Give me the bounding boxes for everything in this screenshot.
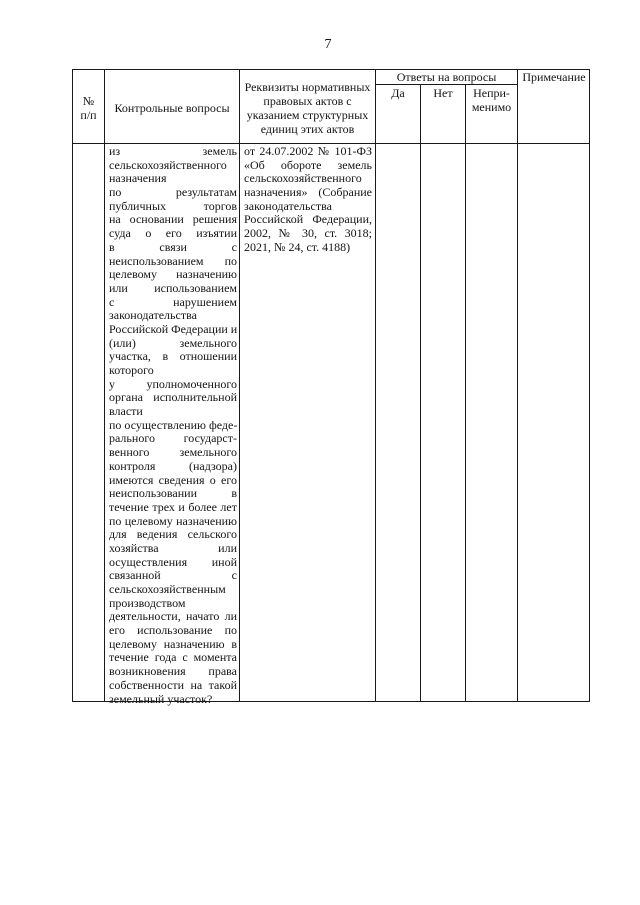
question-line: сельскохозяйственного xyxy=(109,157,227,172)
question-line: Российской Федерации и xyxy=(109,321,238,336)
question-line: венного земельного xyxy=(109,445,237,460)
question-line: осуществления иной xyxy=(109,554,237,569)
requisites-line: 2021, № 24, ст. 4188) xyxy=(244,239,351,254)
requisites-line: от 24.07.2002 № 101-ФЗ xyxy=(244,144,372,158)
column-divider xyxy=(465,85,466,701)
question-line: контроля (надзора) xyxy=(109,458,237,473)
question-line: хозяйства или xyxy=(109,540,237,555)
requisites-line: законодательства xyxy=(244,198,332,213)
question-cell xyxy=(109,145,237,706)
question-line: назначения xyxy=(109,171,167,186)
header-notes: Примечание xyxy=(522,70,586,84)
question-line: с нарушением xyxy=(109,294,237,309)
header-no: Нет xyxy=(433,86,453,100)
checklist-table xyxy=(72,69,590,706)
header-requisites-line: Реквизиты нормативных xyxy=(244,80,371,94)
requisites-line: «Об обороте земель xyxy=(244,157,372,172)
question-line: связанной с xyxy=(109,568,237,583)
header-not-applicable xyxy=(466,86,517,114)
question-line: течение трех и более лет xyxy=(109,499,237,514)
header-answers-group: Ответы на вопросы xyxy=(396,70,497,84)
question-line: земельный участок? xyxy=(109,691,213,706)
question-line: в связи с xyxy=(109,239,237,254)
question-line: суда о его изъятии xyxy=(109,226,237,241)
question-line: или использованием xyxy=(109,280,237,295)
column-divider xyxy=(517,70,518,701)
header-requisites-line: указанием структурных xyxy=(246,108,369,122)
header-na-line: Непри- xyxy=(473,86,510,100)
header-requisites-line: единиц этих актов xyxy=(260,122,355,136)
header-questions: Контрольные вопросы xyxy=(114,101,230,115)
question-line: возникновения права xyxy=(109,664,237,679)
header-yes: Да xyxy=(391,86,405,100)
page-number: 7 xyxy=(324,37,332,52)
requisites-cell xyxy=(244,145,372,255)
question-line: по результатам xyxy=(109,185,237,200)
header-number xyxy=(73,94,104,122)
question-line: рального государст- xyxy=(109,431,237,446)
question-line: из земель xyxy=(109,144,237,158)
question-line: участка, в отношении xyxy=(109,349,237,364)
requisites-line: Российской Федерации, xyxy=(244,212,372,227)
question-line: его использование по xyxy=(109,623,237,638)
question-line: у уполномоченного xyxy=(109,376,237,391)
question-line: которого xyxy=(109,363,154,377)
column-divider xyxy=(239,70,240,701)
question-line: целевому назначению в xyxy=(109,636,237,651)
header-requisites xyxy=(240,80,375,136)
header-requisites-line: правовых актов с xyxy=(263,94,352,108)
requisites-line: 2002, № 30, ст. 3018; xyxy=(244,226,372,241)
answers-subheader-divider xyxy=(375,84,518,85)
question-line: течение года с момента xyxy=(109,650,237,665)
question-line: сельскохозяйственным xyxy=(109,582,226,596)
question-line: неиспользованием по xyxy=(109,253,237,268)
question-line: собственности на такой xyxy=(109,677,237,692)
column-divider xyxy=(420,85,421,701)
question-line: имеются сведения о его xyxy=(109,472,237,487)
header-na-line: менимо xyxy=(471,100,512,114)
question-line: целевому назначению xyxy=(109,267,237,282)
question-line: на основании решения xyxy=(109,212,237,227)
question-line: деятельности, начато ли xyxy=(109,609,237,624)
question-line: для ведения сельского xyxy=(109,527,237,542)
header-number-line: п/п xyxy=(80,108,97,122)
requisites-line: сельскохозяйственного xyxy=(244,171,362,186)
question-line: (или) земельного xyxy=(109,335,237,350)
column-divider xyxy=(104,70,105,701)
header-number-line: № xyxy=(82,94,95,108)
question-line: неиспользовании в xyxy=(109,486,237,501)
requisites-line: назначения» (Собрание xyxy=(244,185,372,200)
question-line: публичных торгов xyxy=(109,198,237,213)
question-line: производством xyxy=(109,595,186,610)
column-divider xyxy=(375,70,376,701)
question-line: власти xyxy=(109,404,143,419)
question-line: законодательства xyxy=(109,308,197,323)
question-line: органа исполнительной xyxy=(109,390,237,405)
question-line: по целевому назначению xyxy=(109,513,237,528)
question-line: по осуществлению феде- xyxy=(109,417,238,432)
